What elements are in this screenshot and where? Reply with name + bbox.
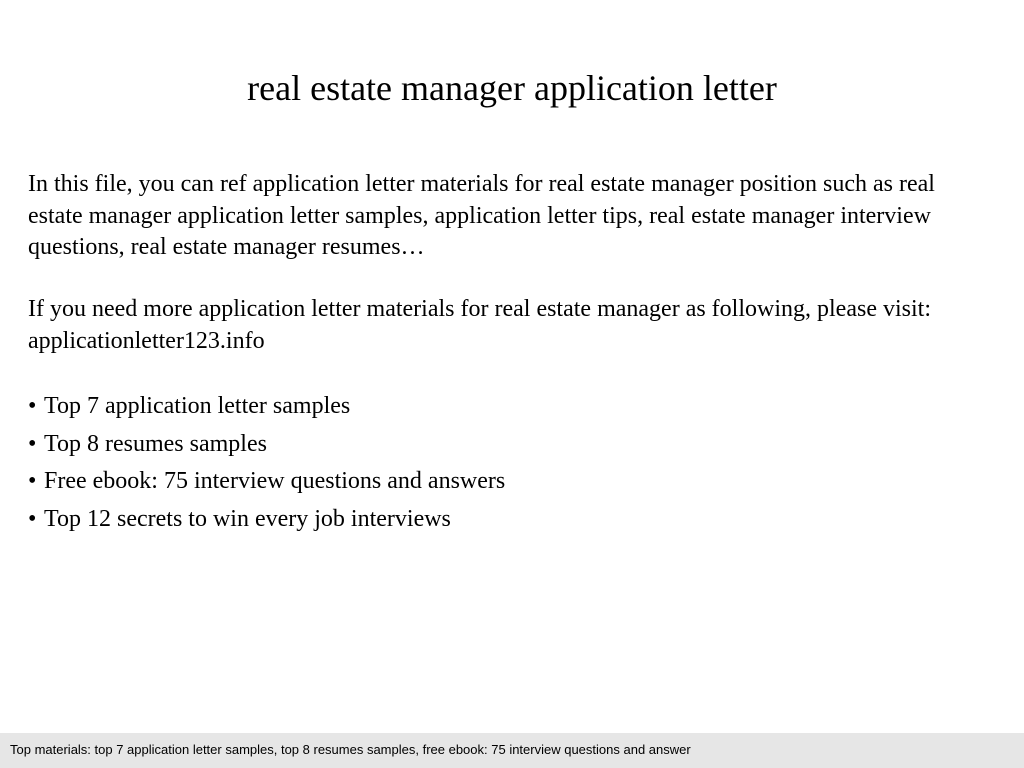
- bullet-item: [28, 501, 505, 539]
- bullet-dot-icon: •: [28, 393, 37, 419]
- bullet-item: [28, 463, 505, 501]
- footer-bar: [0, 733, 1024, 768]
- bullet-text: Top 7 application letter samples: [44, 393, 351, 419]
- bullet-dot-icon: •: [28, 505, 37, 532]
- bullet-text: Top 12 secrets to win every job interviews: [44, 505, 451, 532]
- bullet-dot-icon: •: [28, 430, 37, 457]
- visit-paragraph: If you need more application letter materials for real estate manager as following, please visit: applicationletter123.info: [28, 296, 931, 354]
- bullet-item: [28, 388, 505, 426]
- bullet-text: Top 8 resumes samples: [44, 430, 267, 457]
- bullet-dot-icon: •: [28, 468, 37, 494]
- bullet-list: [28, 388, 505, 538]
- slide-title: real estate manager application letter: [247, 68, 777, 108]
- footer-text: Top materials: top 7 application letter samples, top 8 resumes samples, free ebook: 75 interview questions and answer: [10, 742, 691, 757]
- intro-paragraph: In this file, you can ref application letter materials for real estate manager position such as real estate manager application letter samples, application letter tips, real estate manager interview questions, real estate manager resumes…: [28, 171, 935, 260]
- bullet-item: [28, 426, 505, 464]
- bullet-text: Free ebook: 75 interview questions and answers: [44, 468, 506, 494]
